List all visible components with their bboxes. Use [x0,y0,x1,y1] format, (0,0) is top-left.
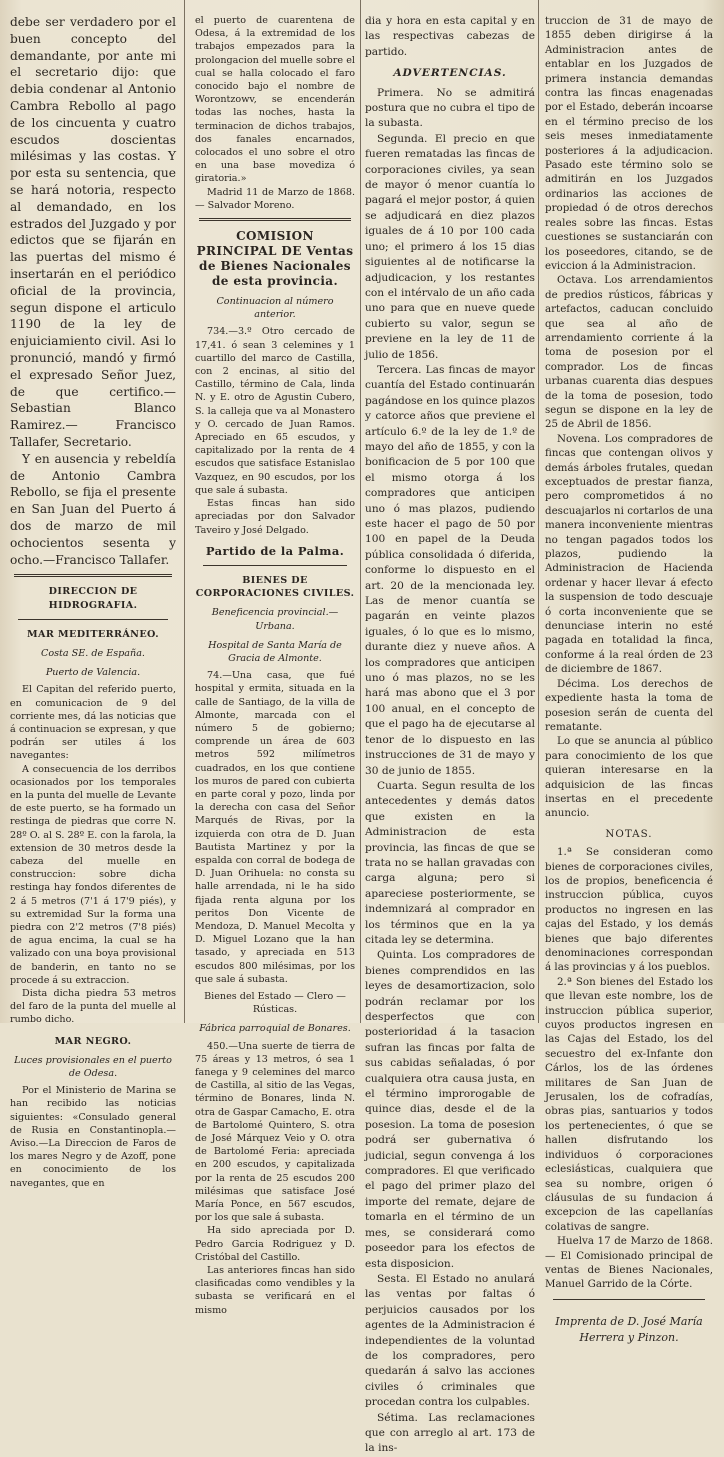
note-1-text: 1.ª Se consideran como bienes de corporaciones civiles, los de propios, beneficencia é instruccion pública, cuyos productos no ingresen en las cajas del Estado, y los demás bienes que bajo diferentes denominaciones correspondan á las provincias y á los pueblos. [545,846,713,974]
continuation-subheading: Continuacion al número anterior. [216,296,334,321]
court-ruling-text: debe ser verdadero por el buen concepto del demandante, por ante mi el secretario dijo: que debia condenar al Antonio Cambra Rebollo al pago de los cincuenta y cuatro escudos doscientas milésimas y las costas. Y por esta su sentencia, que se hará notoria, respecto al demandado, en los estrados del Juzgado y por edictos que se fijarán en las puertas del mismo é insertarán en el periódico oficial de la provincia, segun dispone el articulo 1190 de la ley de enjuiciamiento civil. Asi lo pronunció, mandó y firmó el expresado Señor Juez, de que certifico.— Sebastian Blanco Ramirez.— Francisco Tallafer, Secretario. [10,15,176,449]
warning-4-text: Cuarta. Segun resulta de los antecedentes y demás datos que existen en la Administracion de esta provincia, las fincas de que se trata no se hallan gravadas con carga alguna; pero si apareciese posteriormente, se indemnizará al comprador en los términos que en la ya citada ley se determina. [365,779,535,946]
hospital-subheading: Hospital de Santa María de Gracia de Almonte. [208,639,342,664]
section-divider [203,565,347,566]
lot-734-text: 734.—3.º Otro cercado de 17,41. ó sean 3 celemines y 1 cuartillo del marco de Castilla, con 2 encinas, al sitio del Castillo, término de Cala, linda N. y E. otro de Agustin Cubero, S. la calleja que va al Monastero y O. cercado de Juan Ramos. Apreciado en 65 escudos, y capitalizado por la renta de 4 escudos que satisface Estanislao Vazquez, en 90 escudos, por los que sale á subasta. [195,326,355,496]
edict-text: Y en ausencia y rebeldía de Antonio Cambra Rebollo, se fija el presente en San Juan del Puerto á dos de marzo de mil ochocientos sesenta y ocho.—Francisco Tallafer. [10,451,176,567]
valencia-subheading: Puerto de Valencia. [45,667,141,679]
column-rule [184,0,185,1023]
warning-5-text: Quinta. Los compradores de bienes comprendidos en las leyes de desamortizacion, solo podrán reclamar por los desperfectos que con posterioridad á la tasacion sufran las fincas por falta de sus cabidas señaladas, ó por cualquiera otra causa justa, en el término improrogable de quince dias, desde el de la posesion. La toma de posesion podrá ser gubernativa ó judicial, segun convenga á los compradores. El que verificado el pago del primer plazo del importe del remate, dejare de tomarla en el término de un mes, se considerará como poseedor para los efectos de esta disposicion. [365,949,535,1270]
warning-1-text: Primera. No se admitirá postura que no cubra el tipo de la subasta. [365,86,535,130]
note-2-text: 2.ª Son bienes del Estado los que llevan este nombre, los de instruccion pública superior, cuyos productos ingresen en las Cajas del Estado, los del secuestro del ex-Infante don Cárlos, los de las órdenes militares de San Juan de Jerusalen, los de cofradías, obras pias, santuarios y todos los pertenecientes, ó que se hallen disfrutando los individuos ó corporaciones eclesiásticas, cualquiera que sea su nombre, origen ó cláusulas de su fundacion á excepcion de las capellanías colativas de sangre. [545,975,713,1233]
column-rule [360,0,361,1023]
beneficence-subheading: Beneficencia provincial.—Urbana. [211,607,339,632]
lot-74-text: 74.—Una casa, que fué hospital y ermita, situada en la calle de Santiago, de la villa de Almonte, marcada con el número 5 de gobierno; comprende un área de 603 metros 592 milímetros cuadrados, en los que contiene los muros de pared con cubierta en parte coral y pozo, linda por la derecha con casa del Señor Marqués de Rivas, por la izquierda con otra de D. Juan Bautista Martinez y por la espalda con corral de bodega de D. Juan Orihuela: no consta su halle arrendada, ni le ha sido fijada renta alguna por los peritos Don Vicente de Mendoza, D. Manuel Mecolta y D. Miguel Lozano que la han tasado, y apreciada en 513 escudos 800 milésimas, por los que sale á subasta. [195,670,355,985]
auction-place-text: dia y hora en esta capital y en las respectivas cabezas de partido. [365,15,535,58]
section-divider [14,574,172,577]
column-1 [10,14,176,1189]
state-property-heading: Bienes del Estado — Clero — Rústicas. [204,991,346,1016]
section-divider [18,619,168,620]
warning-3-text: Tercera. Las fincas de mayor cuantía del Estado continuarán pagándose en los quince plazos y catorce años que previene el artículo 6.º de la ley de 1.º de mayo del año de 1855, y con la bonificacion de 5 por 100 que el mismo otorga á los compradores que anticipen uno ó mas plazos, pudiendo este hacer el pago de 50 por 100 en papel de la Deuda pública consolidada ó diferida, conforme lo dispuesto en el art. 20 de la mencionada ley. Las de menor cuantía se pagarán en veinte plazos iguales, ó lo que es lo mismo, durante diez y nueve años. A los compradores que anticipen uno ó mas plazos, no se les hará mas abono que el 3 por 100 anual, en el concepto de que el pago ha de ejecutarse al tenor de lo dispuesto en las instrucciones de 31 de mayo y 30 de junio de 1855. [365,363,535,777]
announcement-text: Lo que se anuncia al público para conocimiento de los que quieran interesarse en la adquisicion de las fincas insertas en el precedente anuncio. [545,735,713,820]
warnings-heading: ADVERTENCIAS. [393,67,507,80]
hydrography-heading: DIRECCION DE HIDROGRAFIA. [48,586,138,611]
section-divider [199,218,351,221]
appraisers-text: Estas fincas han sido apreciadas por don Salvador Taveiro y José Delgado. [195,498,355,536]
commission-heading: COMISION PRINCIPAL DE Ventas de Bienes Nacionales de esta provincia. [196,229,354,289]
odessa-lights-text: el puerto de cuarentena de Odesa, á la extremidad de los trabajos empezados para la prolongacion del muelle sobre el cual se halla colocado el faro conocido bajo el nombre de Worontzowv, se encenderán todas las noches, hasta la terminacion de dichos trabajos, dos fanales encarnados, colocados el uno sobre el otro en una base movediza ó giratoria.» [195,15,355,185]
odessa-notice-text: Por el Ministerio de Marina se han recibido las noticias siguientes: «Consulado general de Rusia en Constantinopla.—Aviso.—La Direccion de Faros de los mares Negro y de Azoff, pone en conocimiento de los navegantes, que en [10,1085,176,1189]
warning-9-text: Novena. Los compradores de fincas que contengan olivos y demás árboles frutales, quedan exceptuados de prestar fianza, pero comprometidos á no descuajarlos ni cortarlos de una manera inconveniente mientras no tengan pagados todos los plazos, pudiendo la Administracion de Hacienda ordenar y hacer llevar á efecto la suspension de todo descuaje ó corta inconveniente que se denunciase interin no esté pagada en totalidad la finca, conforme á la real órden de 23 de diciembre de 1867. [545,432,713,676]
district-heading: Partido de la Palma. [205,543,345,558]
valencia-distance-text: Dista dicha piedra 53 metros del faro de la punta del muelle al rumbo dicho. [10,987,176,1026]
column-rule [538,0,539,1023]
black-sea-heading: MAR NEGRO. [54,1035,132,1047]
warning-10-text: Décima. Los derechos de expediente hasta la toma de posesion serán de cuenta del rematante. [545,677,713,733]
auction-note-text: Las anteriores fincas han sido clasificadas como vendibles y la subasta se verificará en el mismo [195,1265,355,1316]
column-3 [365,14,535,1455]
warning-8-text: Octava. Los arrendamientos de predios rústicos, fábricas y artefactos, caducan concluido que sea al año de arrendamiento corriente á la toma de posesion por el comprador. Los de fincas urbanas cuarenta dias despues de la toma de posesion, todo segun se dispone en la ley de 25 de Abril de 1856. [545,274,713,431]
printer-imprint: Imprenta de D. José María Herrera y Pinzon. [555,1314,703,1344]
corporations-heading: BIENES DE CORPORACIONES CIVILES. [195,574,355,600]
notes-heading: NOTAS. [605,827,653,840]
huelva-signature: Huelva 17 de Marzo de 1868.— El Comisionado principal de ventas de Bienes Nacionales, Manuel Garrido de la Córte. [545,1235,713,1291]
madrid-signature: Madrid 11 de Marzo de 1868.— Salvador Moreno. [195,186,355,211]
instruction-text: truccion de 31 de mayo de 1855 deben dirigirse á la Administracion antes de entablar en los Juzgados de primera instancia demandas contra las fincas enagenadas por el Estado, deberán incoarse en el término preciso de los seis meses inmediatamente posteriores á la adjudicacion. Pasado este término solo se admitirán en los Juzgados ordinarios las acciones de propiedad ó de otros derechos reales sobre las fincas. Estas cuestiones se sustanciarán con los poseedores, citando, se de eviccion á la Administracion. [545,15,713,272]
warning-6-text: Sesta. El Estado no anulará las ventas por faltas ó perjuicios causados por los agentes de la Administracion é independientes de la voluntad de los compradores, pero quedarán á salvo las acciones civiles ó criminales que procedan contra los culpables. [365,1272,535,1409]
coast-subheading: Costa SE. de España. [41,647,145,659]
valencia-reef-text: A consecuencia de los derribos ocasionados por los temporales en la punta del muelle de Levante de este puerto, se ha formado un restinga de piedras que corre N. 28º O. al S. 28º E. con la farola, la extension de 30 metros desde la cabeza del muelle en construccion: sobre dicha restinga hay fondos diferentes de 2 á 5 metros (7'1 á 17'9 piés), y su extremidad Sur la forma una piedra con 2'2 metros (7'8 piés) de agua encima, la cual se ha valizado con una boya provisional de banderin, en tanto no se procede á su extraccion. [10,763,176,986]
warning-2-text: Segunda. El precio en que fueren rematadas las fincas de corporaciones civiles, ya sean de mayor ó menor cuantía lo pagará el mejor postor, á quien se adjudicará en diez plazos iguales de á 10 por 100 cada uno; el primero á los 15 dias siguientes al de notificarse la adjudicacion, y los restantes con el intérvalo de un año cada uno para que en nueve quede cubierto su valor, segun se previene en la ley de 11 de julio de 1856. [365,132,535,361]
warning-7-text: Sétima. Las reclamaciones que con arreglo al art. 173 de la ins- [365,1411,535,1455]
odessa-subheading: Luces provisionales en el puerto de Odesa. [14,1054,172,1079]
appraisal-note-text: Ha sido apreciada por D. Pedro Garcia Rodriguez y D. Cristóbal del Castillo. [195,1225,355,1263]
column-2 [195,14,356,1316]
section-divider [553,1299,705,1300]
valencia-intro-text: El Capitan del referido puerto, en comunicacion de 9 del corriente mes, dá las noticias que á continuacion se expresan, y que podrán ser utiles á los navegantes: [10,684,176,762]
column-4 [545,14,713,1344]
lot-450-text: 450.—Una suerte de tierra de 75 áreas y 13 metros, ó sea 1 fanega y 9 celemines del marco de Castilla, al sitio de las Vegas, término de Bonares, linda N. otra de Gaspar Camacho, E. otra de Bartolomé Quintero, S. otra de José Márquez Veio y O. otra de Bartolomé Feria: apreciada en 200 escudos, y capitalizada por la renta de 25 escudos 200 milésimas que satisface José María Ponce, en 567 escudos, por los que sale á subasta. [195,1040,356,1224]
mediterranean-heading: MAR MEDITERRÁNEO. [27,628,159,640]
parish-subheading: Fábrica parroquial de Bonares. [199,1023,351,1035]
